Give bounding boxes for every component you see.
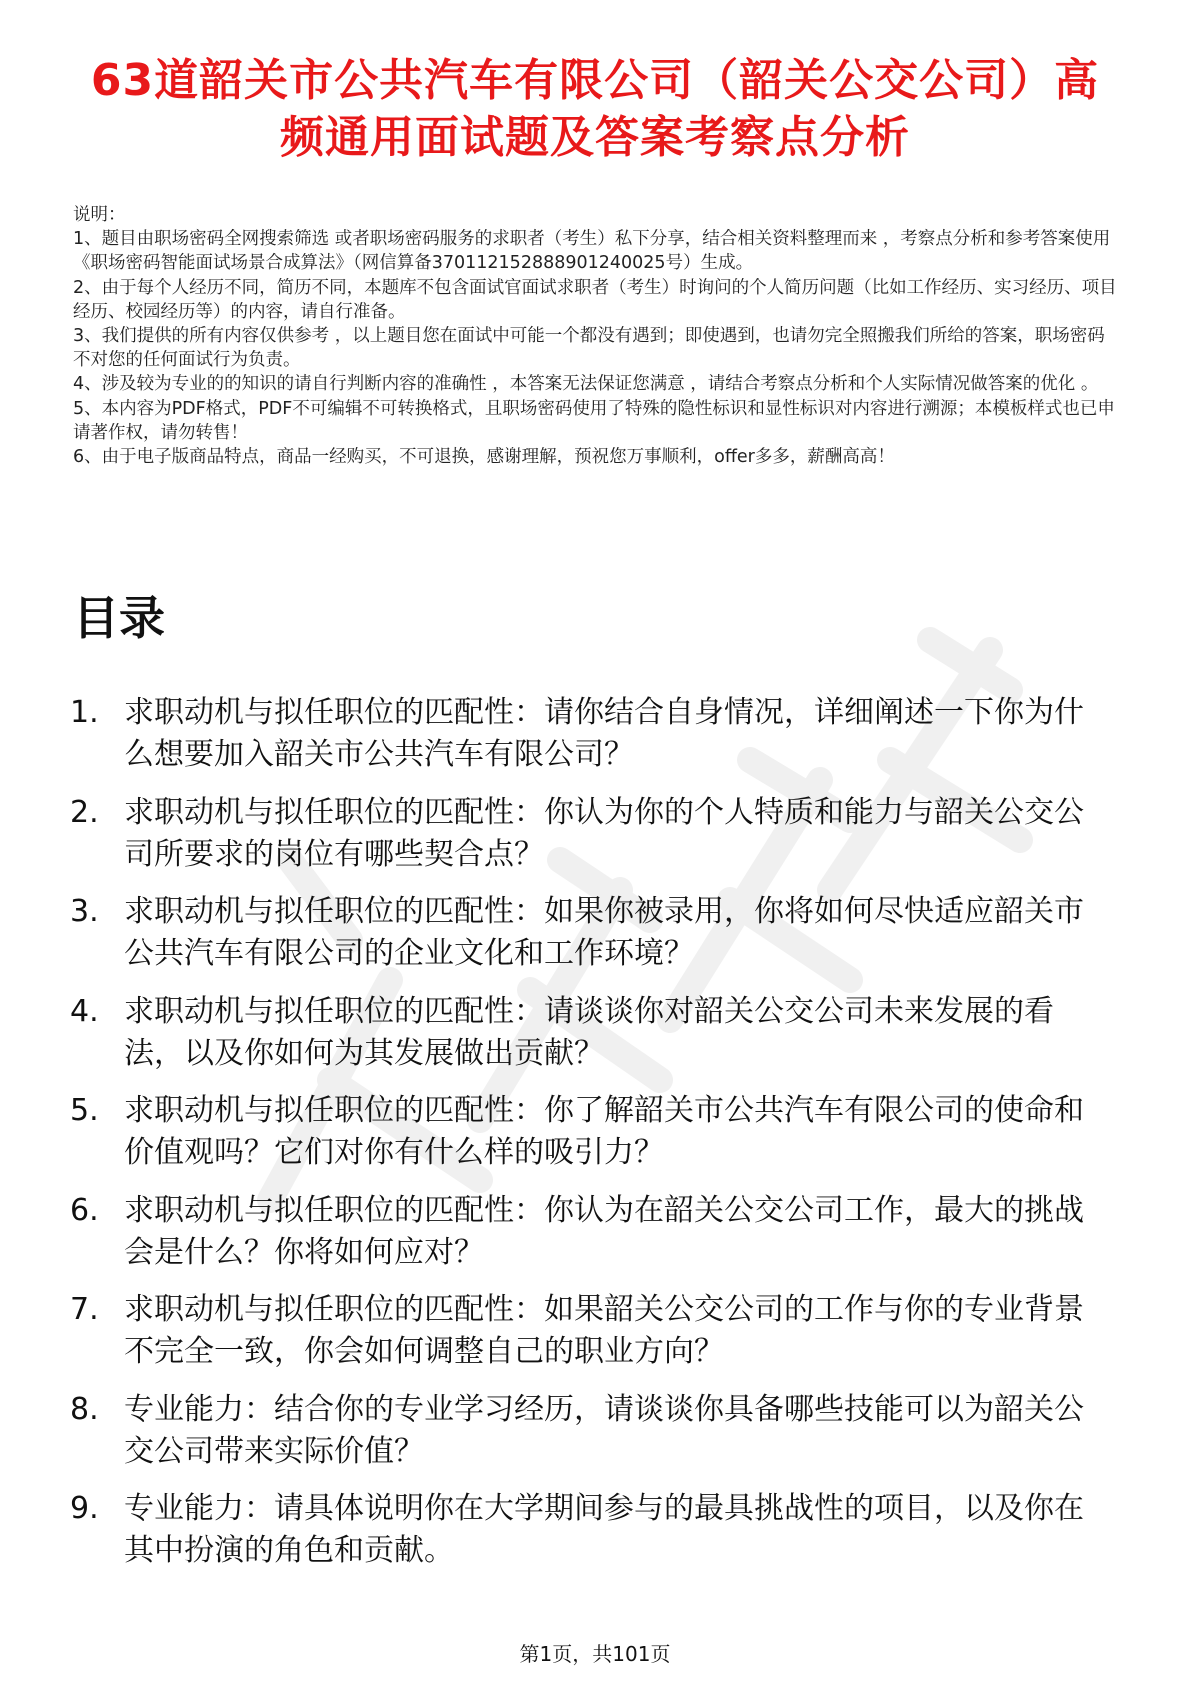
toc-heading: 目录 [73,591,165,645]
toc-item-number: 9. [70,1491,99,1526]
toc-item[interactable] [70,692,1110,776]
notes-line: 6、由于电子版商品特点，商品一经购买，不可退换，感谢理解，预祝您万事顺利，offer多多，薪酬高高！ [73,447,895,468]
notes-line: 说明： [73,205,126,225]
toc-item-text: 求职动机与拟任职位的匹配性：你认为你的个人特质和能力与韶关公交公司所要求的岗位有哪些契合点？ [124,794,1084,872]
toc-item[interactable] [70,1190,1110,1274]
toc-item-text: 专业能力：结合你的专业学习经历，请谈谈你具备哪些技能可以为韶关公交公司带来实际价值？ [124,1391,1084,1469]
toc-item[interactable] [70,891,1110,975]
notes-line: 4、涉及较为专业的的知识的请自行判断内容的准确性 ，本答案无法保证您满意 ，请结合考察点分析和个人实际情况做答案的优化 。 [73,374,1099,395]
toc-item[interactable] [70,1389,1110,1473]
toc-item-text: 求职动机与拟任职位的匹配性：如果韶关公交公司的工作与你的专业背景不完全一致，你会如何调整自己的职业方向？ [124,1292,1084,1369]
toc-item-number: 5. [70,1093,99,1128]
toc-item-text: 求职动机与拟任职位的匹配性：请你结合自身情况，详细阐述一下你为什么想要加入韶关市公共汽车有限公司？ [124,695,1084,772]
notes-line: 5、本内容为PDF格式，PDF不可编辑不可转换格式，且职场密码使用了特殊的隐性标识和显性标识对内容进行溯源；本模板样式也已申请著作权，请勿转售！ [73,398,1115,443]
toc-item-text: 求职动机与拟任职位的匹配性：如果你被录用，你将如何尽快适应韶关市公共汽车有限公司的企业文化和工作环境？ [124,894,1084,971]
toc-item-number: 1. [70,695,99,730]
toc-list [70,692,1110,1588]
toc-item-text: 专业能力：请具体说明你在大学期间参与的最具挑战性的项目，以及你在其中扮演的角色和贡献。 [124,1491,1084,1568]
toc-item[interactable] [70,991,1110,1075]
toc-item-number: 8. [70,1391,99,1427]
notes-line: 1、题目由职场密码全网搜索筛选 或者职场密码服务的求职者（考生）私下分享，结合相关资料整理而来 ，考察点分析和参考答案使用《职场密码智能面试场景合成算法》（网信算备370112152888901240025号）生成。 [73,229,1111,274]
page-footer: 第1页，共101页 [519,1642,671,1666]
toc-item-number: 7. [70,1292,99,1327]
document-title: 63道韶关市公共汽车有限公司（韶关公交公司）高频通用面试题及答案考察点分析 [90,55,1100,163]
notes-section [73,203,1118,469]
toc-item-number: 6. [70,1192,99,1228]
toc-item-number: 3. [70,894,99,929]
toc-item-number: 4. [70,993,99,1029]
notes-line: 2、由于每个人经历不同，简历不同，本题库不包含面试官面试求职者（考生）时询问的个人简历问题（比如工作经历、实习经历、项目经历、校园经历等）的内容，请自行准备。 [73,277,1117,322]
toc-item[interactable] [70,1289,1110,1373]
toc-item[interactable] [70,792,1110,876]
toc-item-text: 求职动机与拟任职位的匹配性：你认为在韶关公交公司工作，最大的挑战会是什么？你将如何应对？ [124,1192,1084,1270]
toc-item-number: 2. [70,794,99,830]
toc-item-text: 求职动机与拟任职位的匹配性：请谈谈你对韶关公交公司未来发展的看法，以及你如何为其发展做出贡献？ [124,993,1054,1071]
notes-line: 3、我们提供的所有内容仅供参考 ，以上题目您在面试中可能一个都没有遇到；即使遇到，也请勿完全照搬我们所给的答案，职场密码不对您的任何面试行为负责。 [73,326,1105,371]
toc-item-text: 求职动机与拟任职位的匹配性：你了解韶关市公共汽车有限公司的使命和价值观吗？它们对你有什么样的吸引力？ [124,1093,1084,1170]
toc-item[interactable] [70,1488,1110,1572]
toc-item[interactable] [70,1090,1110,1174]
